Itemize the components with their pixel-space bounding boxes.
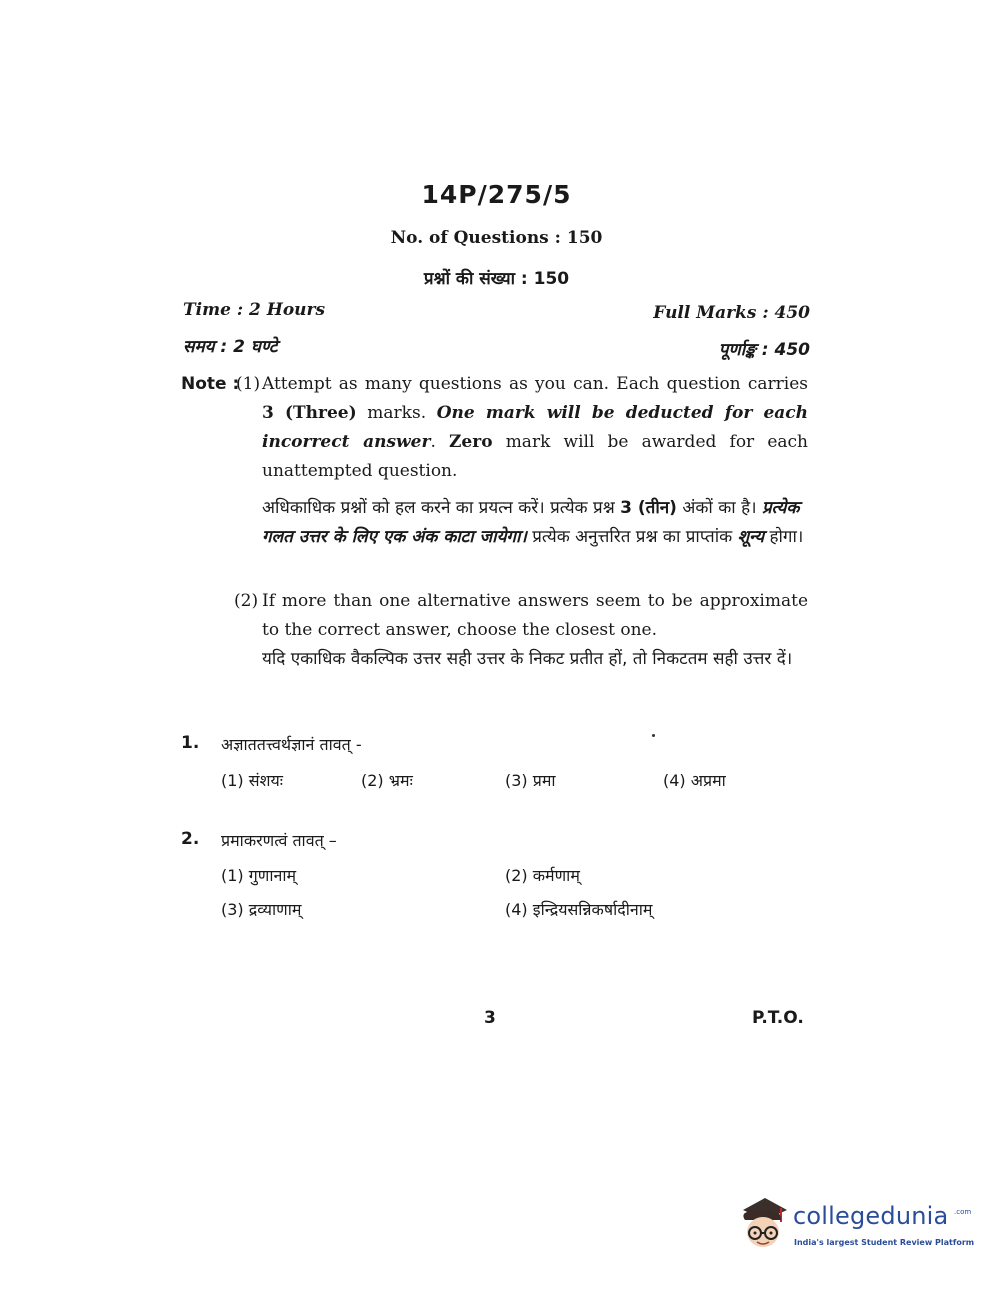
note-1-english <box>262 370 808 486</box>
question-2-option-1[interactable]: (1) गुणानाम् <box>221 866 297 885</box>
question-1-text: अज्ञाततत्त्वर्थज्ञानं तावत् - <box>221 735 362 754</box>
logo-tagline: India's largest Student Review Platform <box>794 1238 975 1247</box>
note-1-text-c: marks. <box>356 403 437 423</box>
note-1-hi-a: अधिकाधिक प्रश्नों को हल करने का प्रयत्न करें। प्रत्येक प्रश्न <box>262 498 621 518</box>
question-2-text: प्रमाकरणत्वं तावत् – <box>221 831 337 850</box>
note-1-deduction: One mark will be deducted for each incorrect answer <box>262 403 808 452</box>
time-hi: समय : 2 घण्टे <box>183 337 278 357</box>
questions-count-hi: प्रश्नों की संख्या : 150 <box>423 269 570 289</box>
question-2-option-4[interactable]: (4) इन्द्रियसन्निकर्षादीनाम् <box>505 900 653 919</box>
note-2-english: If more than one alternative answers seem to be approximate to the correct answer, choose the closest one. <box>262 591 808 640</box>
questions-count-en: No. of Questions : 150 <box>390 228 603 248</box>
question-1-number: 1. <box>181 733 200 753</box>
note-1-hi-e: प्रत्येक अनुत्तरित प्रश्न का प्राप्तांक <box>526 527 738 547</box>
question-1-option-1[interactable]: (1) संशयः <box>221 771 283 790</box>
question-1-option-4[interactable]: (4) अप्रमा <box>663 771 726 790</box>
question-1-option-3[interactable]: (3) प्रमा <box>505 771 556 790</box>
question-2-number: 2. <box>181 829 200 849</box>
note-1-hindi <box>262 494 808 552</box>
logo-domain: .com <box>954 1208 972 1216</box>
paper-code: 14P/275/5 <box>421 180 572 209</box>
note-1-text-g: mark will be awarded for each unattempted question. <box>262 432 808 481</box>
note-label: Note : <box>181 374 240 394</box>
note-1-three: 3 (Three) <box>262 403 357 423</box>
collegedunia-logo[interactable] <box>735 1196 975 1256</box>
mascot-icon <box>735 1196 791 1256</box>
full-marks-hi: पूर्णाङ्क : 450 <box>718 340 810 360</box>
note-2-hindi: यदि एकाधिक वैकल्पिक उत्तर सही उत्तर के निकट प्रतीत हों, तो निकटतम सही उत्तर दें। <box>262 649 793 669</box>
question-2-option-2[interactable]: (2) कर्मणाम् <box>505 866 580 885</box>
page-number: 3 <box>484 1008 496 1028</box>
note-1-hi-deduction: प्रत्येक गलत उत्तर के लिए एक अंक काटा जायेगा। <box>262 498 800 547</box>
note-1-number: (1) <box>236 374 261 394</box>
full-marks-en: Full Marks : 450 <box>653 303 810 323</box>
pto-label: P.T.O. <box>752 1008 804 1028</box>
note-1-hi-c: अंकों का है। <box>676 498 762 518</box>
note-2-number: (2) <box>234 591 259 611</box>
note-1-hi-g: होगा। <box>764 527 804 547</box>
time-en: Time : 2 Hours <box>183 300 326 320</box>
stray-mark <box>652 734 655 737</box>
note-1-hi-three: 3 (तीन) <box>620 498 677 518</box>
note-1-text-a: Attempt as many questions as you can. Each question carries <box>262 374 808 394</box>
question-1-option-2[interactable]: (2) भ्रमः <box>361 771 413 790</box>
note-1-zero: Zero <box>449 432 493 452</box>
question-2-option-3[interactable]: (3) द्रव्याणाम् <box>221 900 302 919</box>
logo-name: collegedunia <box>793 1202 949 1230</box>
note-1-hi-zero: शून्य <box>737 527 765 547</box>
note-1-text-e: . <box>430 432 450 452</box>
